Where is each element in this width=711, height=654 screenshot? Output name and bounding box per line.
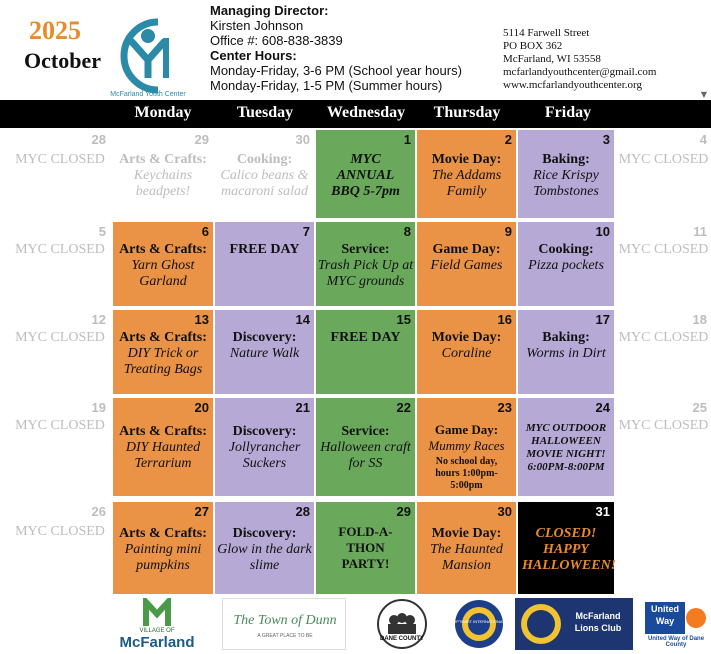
activity-title: Service: bbox=[341, 242, 390, 257]
weekend-cell bbox=[10, 398, 110, 496]
day-cell[interactable] bbox=[215, 130, 314, 218]
day-number: 1 bbox=[403, 132, 411, 147]
day-number: 10 bbox=[595, 224, 610, 239]
closed-label: MYC CLOSED bbox=[618, 242, 709, 257]
day-number: 6 bbox=[201, 224, 209, 239]
activity-title: Discovery: bbox=[232, 526, 297, 541]
hours-label: Center Hours: bbox=[210, 48, 297, 63]
day-number: 24 bbox=[595, 400, 610, 415]
activity-detail: Yarn Ghost Garland bbox=[131, 258, 195, 289]
activity-detail: Pizza pockets bbox=[528, 258, 604, 273]
activity-title: MYC OUTDOOR HALLOWEEN MOVIE NIGHT! 6:00PM-8:00PM bbox=[525, 422, 607, 473]
email-link[interactable]: mcfarlandyouthcenter@gmail.com bbox=[503, 66, 657, 78]
day-number: 3 bbox=[602, 132, 610, 147]
day-cell[interactable] bbox=[316, 398, 415, 496]
day-cell[interactable] bbox=[417, 130, 516, 218]
activity-detail: The Haunted Mansion bbox=[430, 542, 503, 573]
closed-label: MYC CLOSED bbox=[15, 330, 105, 345]
day-header-thursday: Thursday bbox=[433, 104, 501, 121]
day-cell[interactable] bbox=[113, 398, 213, 496]
day-number: 30 bbox=[295, 132, 310, 147]
activity-title: Baking: bbox=[542, 330, 590, 345]
activity-title: Game Day: bbox=[432, 242, 501, 257]
day-number: 18 bbox=[692, 312, 707, 327]
activity-detail: Coraline bbox=[441, 346, 492, 361]
dane-county-logo bbox=[368, 598, 436, 650]
day-number: 30 bbox=[497, 504, 512, 519]
day-cell[interactable] bbox=[417, 502, 516, 594]
hours-summer: Monday-Friday, 1-5 PM (Summer hours) bbox=[210, 78, 443, 93]
mcfarland-label: McFarland bbox=[119, 634, 195, 651]
activity-title: Arts & Crafts: bbox=[119, 526, 207, 541]
united-way-logo bbox=[643, 598, 709, 650]
day-number: 25 bbox=[692, 400, 707, 415]
closed-label: MYC CLOSED bbox=[618, 152, 709, 167]
activity-title: Game Day: bbox=[434, 422, 499, 437]
address-line: PO BOX 362 bbox=[503, 40, 563, 52]
mcfarland-village-logo bbox=[112, 598, 202, 650]
weekend-cell bbox=[10, 310, 110, 394]
day-cell[interactable] bbox=[316, 502, 415, 594]
day-header-wednesday: Wednesday bbox=[326, 104, 406, 121]
office-phone: Office #: 608-838-3839 bbox=[210, 33, 343, 48]
weekend-cell bbox=[616, 130, 711, 218]
activity-detail: Painting mini pumpkins bbox=[124, 542, 202, 573]
day-cell[interactable] bbox=[518, 222, 614, 306]
day-number: 11 bbox=[693, 224, 707, 239]
day-number: 14 bbox=[295, 312, 310, 327]
day-cell[interactable] bbox=[215, 398, 314, 496]
director-label: Managing Director: bbox=[210, 3, 329, 18]
month: October bbox=[24, 48, 101, 73]
day-cell[interactable] bbox=[316, 310, 415, 394]
header bbox=[0, 0, 711, 100]
weekend-cell bbox=[616, 310, 711, 394]
activity-detail: Nature Walk bbox=[229, 346, 300, 361]
activity-title: Discovery: bbox=[232, 330, 297, 345]
lions-label: McFarland Lions Club bbox=[574, 611, 622, 633]
town-of-dunn-logo bbox=[222, 598, 346, 650]
day-cell[interactable] bbox=[113, 502, 213, 594]
activity-title: Arts & Crafts: bbox=[119, 152, 207, 167]
activity-title: CLOSED! HAPPY HALLOWEEN! bbox=[522, 526, 617, 573]
logo-text: McFarland Youth Center bbox=[110, 91, 186, 98]
day-number: 13 bbox=[194, 312, 209, 327]
village-label: VILLAGE OF bbox=[139, 628, 175, 634]
dunn-label: The Town of Dunn bbox=[233, 613, 337, 628]
optimist-logo bbox=[452, 598, 506, 650]
day-number: 26 bbox=[91, 504, 106, 519]
lions-club-logo bbox=[515, 598, 633, 650]
activity-title: Arts & Crafts: bbox=[119, 424, 207, 439]
activity-detail: The Addams Family bbox=[431, 168, 502, 199]
director-block bbox=[210, 3, 462, 93]
day-cell[interactable] bbox=[417, 398, 516, 496]
weekend-cell bbox=[616, 398, 711, 496]
weekend-cell bbox=[10, 502, 110, 594]
day-header-monday: Monday bbox=[134, 104, 192, 121]
activity-title: Discovery: bbox=[232, 424, 297, 439]
day-header-friday: Friday bbox=[544, 104, 592, 121]
day-number: 22 bbox=[396, 400, 411, 415]
activity-title: Arts & Crafts: bbox=[119, 242, 207, 257]
activity-title: Cooking: bbox=[236, 152, 293, 167]
dane-label: DANE COUNTY bbox=[379, 636, 424, 642]
day-cell[interactable] bbox=[417, 222, 516, 306]
day-cell[interactable] bbox=[113, 310, 213, 394]
closed-label: MYC CLOSED bbox=[618, 330, 709, 345]
activity-title: Arts & Crafts: bbox=[119, 330, 207, 345]
activity-title: MYC ANNUAL BBQ 5-7pm bbox=[331, 152, 400, 199]
activity-detail: Trash Pick Up at MYC grounds bbox=[317, 258, 414, 289]
day-number: 29 bbox=[194, 132, 209, 147]
activity-title: Service: bbox=[341, 424, 390, 439]
activity-detail: Glow in the dark slime bbox=[217, 542, 312, 573]
day-number: 7 bbox=[302, 224, 310, 239]
closed-label: MYC CLOSED bbox=[15, 152, 105, 167]
day-number: 5 bbox=[98, 224, 106, 239]
day-cell[interactable] bbox=[113, 130, 213, 218]
day-cell[interactable] bbox=[518, 310, 614, 394]
activity-detail: Field Games bbox=[430, 258, 503, 273]
day-cell[interactable] bbox=[518, 130, 614, 218]
director-name: Kirsten Johnson bbox=[210, 18, 304, 33]
day-number: 23 bbox=[497, 400, 512, 415]
weekend-cell bbox=[10, 222, 110, 306]
activity-detail: Jollyrancher Suckers bbox=[228, 440, 301, 471]
day-number: 4 bbox=[699, 132, 707, 147]
day-number: 29 bbox=[396, 504, 411, 519]
day-cell[interactable] bbox=[316, 222, 415, 306]
year: 2025 bbox=[29, 16, 81, 45]
closed-label: MYC CLOSED bbox=[15, 524, 105, 539]
website-link[interactable]: www.mcfarlandyouthcenter.org bbox=[503, 79, 642, 91]
day-number: 8 bbox=[403, 224, 411, 239]
weekend-cell bbox=[10, 130, 110, 218]
closed-label: MYC CLOSED bbox=[15, 242, 105, 257]
activity-detail: DIY Haunted Terrarium bbox=[125, 440, 201, 471]
activity-detail: Worms in Dirt bbox=[526, 346, 606, 361]
closed-label: MYC CLOSED bbox=[618, 418, 709, 433]
day-cell[interactable] bbox=[518, 502, 617, 594]
day-number: 2 bbox=[504, 132, 512, 147]
activity-title: Movie Day: bbox=[431, 330, 502, 345]
day-header-tuesday: Tuesday bbox=[236, 104, 294, 121]
activity-detail: Halloween craft for SS bbox=[320, 440, 411, 471]
dunn-tagline: A GREAT PLACE TO BE bbox=[257, 633, 313, 639]
activity-title: FREE DAY bbox=[229, 242, 300, 257]
weekend-cell bbox=[616, 222, 711, 306]
day-cell[interactable] bbox=[215, 502, 314, 594]
day-number: 15 bbox=[396, 312, 411, 327]
activity-detail: DIY Trick or Treating Bags bbox=[123, 346, 203, 377]
activity-title: Movie Day: bbox=[431, 152, 502, 167]
youth-center-logo bbox=[106, 14, 190, 98]
day-number: 19 bbox=[91, 400, 106, 415]
day-number: 21 bbox=[295, 400, 310, 415]
address-line: McFarland, WI 53558 bbox=[503, 53, 601, 65]
closed-label: MYC CLOSED bbox=[15, 418, 105, 433]
day-cell[interactable] bbox=[518, 398, 614, 496]
day-cell[interactable] bbox=[215, 222, 314, 306]
activity-title: FOLD-A-THON PARTY! bbox=[338, 524, 393, 571]
activity-detail: Keychains beadpets! bbox=[133, 168, 193, 199]
way-label: Way bbox=[655, 616, 675, 626]
day-number: 20 bbox=[194, 400, 209, 415]
scroll-arrow-icon[interactable]: ▼ bbox=[700, 90, 707, 99]
activity-detail: Rice Krispy Tombstones bbox=[533, 168, 599, 199]
day-number: 9 bbox=[504, 224, 512, 239]
optimist-label: OPTIMIST INTERNATIONAL bbox=[453, 619, 505, 624]
united-label: United bbox=[651, 604, 679, 614]
hours-school: Monday-Friday, 3-6 PM (School year hours) bbox=[210, 63, 462, 78]
activity-detail: Calico beans & macaroni salad bbox=[220, 168, 309, 199]
day-number: 28 bbox=[91, 132, 106, 147]
address-block bbox=[503, 27, 656, 92]
activity-detail: Mummy Races bbox=[428, 438, 505, 453]
day-number: 27 bbox=[194, 504, 209, 519]
uw-subtitle: United Way of Dane County bbox=[647, 636, 705, 648]
day-number: 12 bbox=[91, 312, 106, 327]
address-line: 5114 Farwell Street bbox=[503, 27, 590, 39]
day-cell[interactable] bbox=[113, 222, 213, 306]
activity-title: FREE DAY bbox=[330, 330, 401, 345]
activity-title: Cooking: bbox=[538, 242, 594, 257]
day-number: 16 bbox=[497, 312, 512, 327]
day-number: 17 bbox=[595, 312, 610, 327]
day-number: 28 bbox=[295, 504, 310, 519]
day-number: 31 bbox=[595, 504, 610, 519]
day-cell[interactable] bbox=[215, 310, 314, 394]
activity-title: Baking: bbox=[542, 152, 590, 167]
activity-title: Movie Day: bbox=[431, 526, 502, 541]
activity-note: No school day, hours 1:00pm-5:00pm bbox=[435, 456, 498, 491]
day-cell[interactable] bbox=[417, 310, 516, 394]
day-cell[interactable] bbox=[316, 130, 415, 218]
